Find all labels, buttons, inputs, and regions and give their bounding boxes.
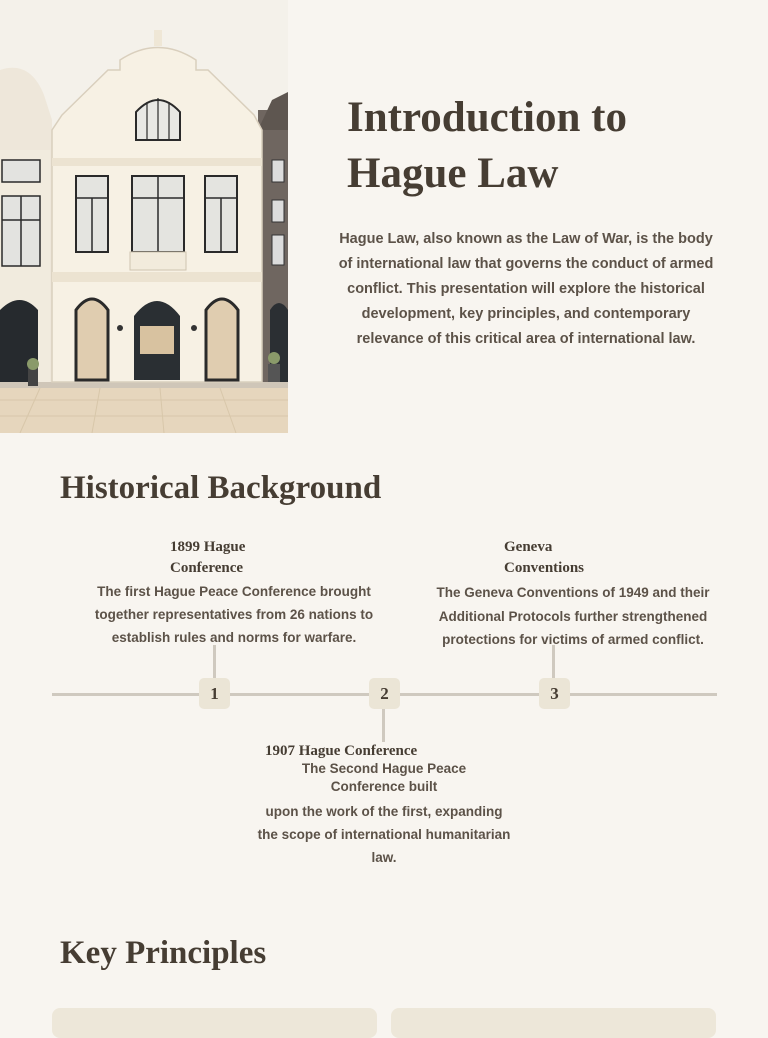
event-title-1907: 1907 Hague Conference bbox=[265, 743, 418, 759]
timeline-marker-2: 2 bbox=[369, 678, 400, 709]
principle-card bbox=[391, 1008, 716, 1038]
section-title-key-principles: Key Principles bbox=[60, 935, 267, 971]
intro-description: Hague Law, also known as the Law of War, is the body of international law that governs the conduct of armed conflict. This presentation will explore the historical development, key principles, and contemporary relevance of this critical area of international law. bbox=[338, 231, 714, 347]
principle-card bbox=[52, 1008, 377, 1038]
event-title-geneva: Geneva Conventions bbox=[504, 539, 585, 576]
event-title-1899: 1899 Hague Conference bbox=[170, 539, 246, 576]
event-description-1899: The first Hague Peace Conference brought together representatives from 26 nations to establish rules and norms for warfare. bbox=[94, 584, 374, 645]
section-title-historical-background: Historical Background bbox=[60, 470, 382, 506]
event-description-1907-part2: upon the work of the first, expanding the scope of international humanitarian law. bbox=[257, 804, 511, 865]
event-description-geneva: The Geneva Conventions of 1949 and their Additional Protocols further strengthened protections for victims of armed conflict. bbox=[436, 585, 710, 647]
page-title: Introduction to Hague Law bbox=[347, 94, 627, 197]
event-description-1907-part1: The Second Hague Peace Conference built bbox=[301, 761, 467, 794]
timeline-marker-3: 3 bbox=[539, 678, 570, 709]
timeline-marker-1: 1 bbox=[199, 678, 230, 709]
building-illustration-icon bbox=[0, 0, 288, 433]
hero-building-image bbox=[0, 0, 288, 433]
